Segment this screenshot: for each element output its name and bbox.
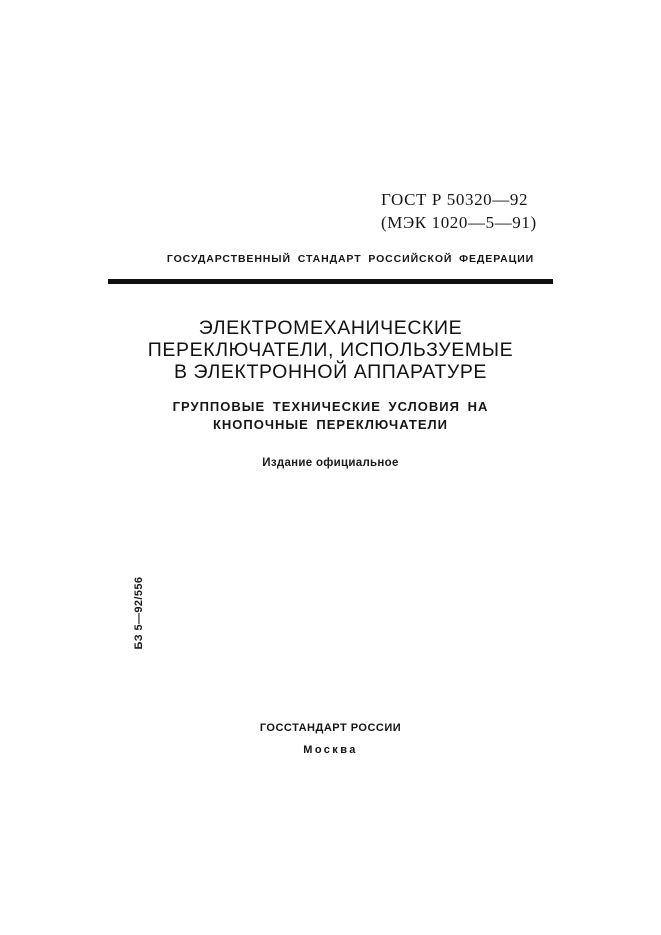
subtitle-line-1: ГРУППОВЫЕ ТЕХНИЧЕСКИЕ УСЛОВИЯ НА — [172, 399, 489, 414]
title-line-3: В ЭЛЕКТРОННОЙ АППАРАТУРЕ — [173, 361, 488, 383]
standard-number-block — [381, 188, 537, 234]
publication-city: Москва — [303, 744, 358, 756]
document-title — [100, 317, 561, 383]
side-code — [132, 576, 146, 650]
edition-note: Издание официальное — [262, 457, 399, 469]
gost-number: ГОСТ Р 50320—92 — [381, 190, 529, 209]
title-line-1: ЭЛЕКТРОМЕХАНИЧЕСКИЕ — [198, 317, 463, 339]
title-line-2: ПЕРЕКЛЮЧАТЕЛИ, ИСПОЛЬЗУЕМЫЕ — [147, 339, 514, 361]
horizontal-rule — [108, 279, 553, 284]
publisher: ГОССТАНДАРТ РОССИИ — [259, 722, 402, 734]
state-standard-heading: ГОСУДАРСТВЕННЫЙ СТАНДАРТ РОССИЙСКОЙ ФЕДЕРАЦИИ — [166, 253, 535, 265]
side-code-text: БЗ 5—92/556 — [133, 576, 145, 650]
subtitle-line-2: КНОПОЧНЫЕ ПЕРЕКЛЮЧАТЕЛИ — [212, 417, 449, 432]
iec-number: (МЭК 1020—5—91) — [381, 213, 537, 232]
document-subtitle — [100, 398, 561, 434]
